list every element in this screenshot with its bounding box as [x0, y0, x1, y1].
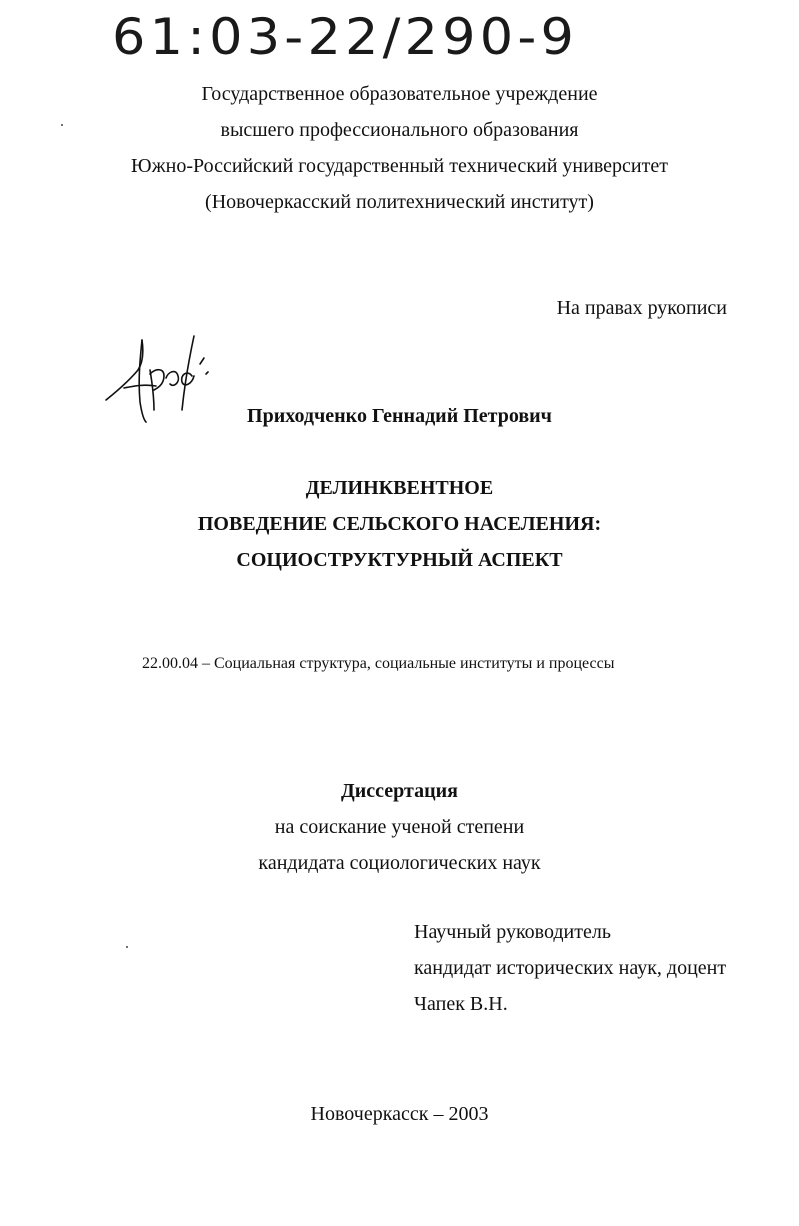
title-line-3: СОЦИОСТРУКТУРНЫЙ АСПЕКТ [236, 549, 563, 571]
supervisor-label: Научный руководитель [414, 921, 611, 943]
institution-line-1: Государственное образовательное учреждение [201, 83, 598, 105]
archive-code: 61:03-22/290-9 [112, 8, 579, 66]
title-line-1: ДЕЛИНКВЕНТНОЕ [305, 477, 494, 499]
manuscript-status: На правах рукописи [556, 297, 727, 319]
dissertation-line-2: кандидата социологических наук [258, 852, 541, 874]
institution-line-2: высшего профессионального образования [220, 119, 579, 141]
scan-speck [126, 946, 128, 948]
supervisor-name: Чапек В.Н. [414, 993, 508, 1015]
place-year: Новочеркасск – 2003 [310, 1103, 489, 1125]
institution-line-4: (Новочеркасский политехнический институт) [205, 191, 594, 213]
author-name: Приходченко Геннадий Петрович [247, 405, 552, 427]
institution-line-3: Южно-Российский государственный технический университет [131, 155, 668, 177]
specialty-code: 22.00.04 – Социальная структура, социальные институты и процессы [142, 655, 615, 672]
title-line-2: ПОВЕДЕНИЕ СЕЛЬСКОГО НАСЕЛЕНИЯ: [197, 513, 602, 535]
scan-speck [61, 124, 63, 126]
supervisor-degree: кандидат исторических наук, доцент [414, 957, 727, 979]
dissertation-label: Диссертация [341, 780, 458, 802]
dissertation-line-1: на соискание ученой степени [274, 816, 525, 838]
